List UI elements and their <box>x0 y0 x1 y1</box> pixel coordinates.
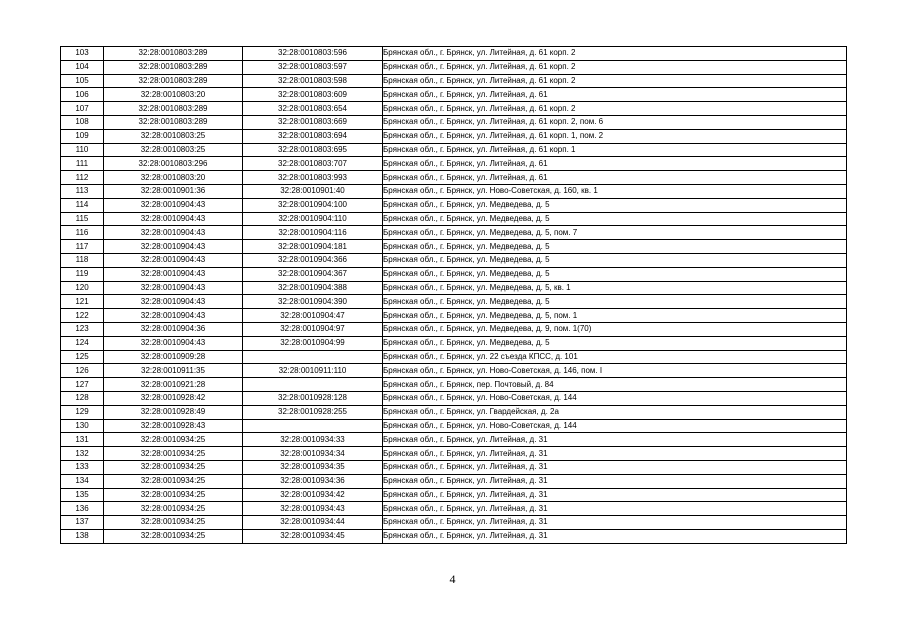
row-number-cell: 103 <box>61 47 104 61</box>
parcel-cadastral-number-cell: 32:28:0010904:43 <box>104 212 243 226</box>
address-cell: Брянская обл., г. Брянск, ул. 22 съезда КПСС, д. 101 <box>383 350 847 364</box>
object-cadastral-number-cell <box>243 378 383 392</box>
table-row <box>61 115 847 129</box>
address-cell: Брянская обл., г. Брянск, ул. Литейная, д. 31 <box>383 488 847 502</box>
object-cadastral-number-cell: 32:28:0010803:694 <box>243 129 383 143</box>
parcel-cadastral-number-cell: 32:28:0010909:28 <box>104 350 243 364</box>
table-row <box>61 488 847 502</box>
row-number-cell: 118 <box>61 253 104 267</box>
table-row <box>61 226 847 240</box>
address-cell: Брянская обл., г. Брянск, ул. Литейная, д. 31 <box>383 502 847 516</box>
object-cadastral-number-cell: 32:28:0010803:993 <box>243 171 383 185</box>
table-row <box>61 322 847 336</box>
address-cell: Брянская обл., г. Брянск, ул. Медведева, д. 5 <box>383 198 847 212</box>
address-cell: Брянская обл., г. Брянск, ул. Литейная, д. 61 <box>383 171 847 185</box>
table-row <box>61 419 847 433</box>
parcel-cadastral-number-cell: 32:28:0010904:43 <box>104 281 243 295</box>
parcel-cadastral-number-cell: 32:28:0010803:20 <box>104 88 243 102</box>
object-cadastral-number-cell: 32:28:0010934:35 <box>243 460 383 474</box>
address-cell: Брянская обл., г. Брянск, ул. Литейная, д. 31 <box>383 529 847 543</box>
address-cell: Брянская обл., г. Брянск, ул. Медведева, д. 5 <box>383 253 847 267</box>
table-row <box>61 391 847 405</box>
row-number-cell: 137 <box>61 516 104 530</box>
row-number-cell: 114 <box>61 198 104 212</box>
object-cadastral-number-cell: 32:28:0010934:34 <box>243 447 383 461</box>
parcel-cadastral-number-cell: 32:28:0010934:25 <box>104 529 243 543</box>
table-row <box>61 309 847 323</box>
parcel-cadastral-number-cell: 32:28:0010803:20 <box>104 171 243 185</box>
table-row <box>61 295 847 309</box>
address-cell: Брянская обл., г. Брянск, ул. Литейная, д. 31 <box>383 516 847 530</box>
table-row <box>61 60 847 74</box>
table-row <box>61 378 847 392</box>
table-row <box>61 198 847 212</box>
parcel-cadastral-number-cell: 32:28:0010928:49 <box>104 405 243 419</box>
address-cell: Брянская обл., г. Брянск, ул. Литейная, д. 61 <box>383 157 847 171</box>
address-cell: Брянская обл., г. Брянск, пер. Почтовый, д. 84 <box>383 378 847 392</box>
object-cadastral-number-cell <box>243 350 383 364</box>
table-row <box>61 516 847 530</box>
address-cell: Брянская обл., г. Брянск, ул. Литейная, д. 61 корп. 2, пом. 6 <box>383 115 847 129</box>
object-cadastral-number-cell: 32:28:0010904:97 <box>243 322 383 336</box>
object-cadastral-number-cell: 32:28:0010803:707 <box>243 157 383 171</box>
registry-table <box>60 46 847 544</box>
row-number-cell: 112 <box>61 171 104 185</box>
object-cadastral-number-cell: 32:28:0010904:99 <box>243 336 383 350</box>
address-cell: Брянская обл., г. Брянск, ул. Литейная, д. 31 <box>383 460 847 474</box>
parcel-cadastral-number-cell: 32:28:0010904:43 <box>104 198 243 212</box>
row-number-cell: 105 <box>61 74 104 88</box>
parcel-cadastral-number-cell: 32:28:0010911:35 <box>104 364 243 378</box>
address-cell: Брянская обл., г. Брянск, ул. Литейная, д. 31 <box>383 433 847 447</box>
object-cadastral-number-cell: 32:28:0010803:669 <box>243 115 383 129</box>
parcel-cadastral-number-cell: 32:28:0010803:289 <box>104 47 243 61</box>
table-row <box>61 171 847 185</box>
object-cadastral-number-cell: 32:28:0010934:45 <box>243 529 383 543</box>
parcel-cadastral-number-cell: 32:28:0010934:25 <box>104 460 243 474</box>
address-cell: Брянская обл., г. Брянск, ул. Медведева, д. 5 <box>383 267 847 281</box>
parcel-cadastral-number-cell: 32:28:0010904:43 <box>104 240 243 254</box>
row-number-cell: 122 <box>61 309 104 323</box>
table-row <box>61 102 847 116</box>
address-cell: Брянская обл., г. Брянск, ул. Медведева, д. 5 <box>383 240 847 254</box>
table-row <box>61 364 847 378</box>
row-number-cell: 104 <box>61 60 104 74</box>
parcel-cadastral-number-cell: 32:28:0010904:43 <box>104 336 243 350</box>
object-cadastral-number-cell: 32:28:0010803:596 <box>243 47 383 61</box>
table-row <box>61 143 847 157</box>
address-cell: Брянская обл., г. Брянск, ул. Литейная, д. 31 <box>383 447 847 461</box>
address-cell: Брянская обл., г. Брянск, ул. Литейная, д. 61 корп. 1 <box>383 143 847 157</box>
object-cadastral-number-cell: 32:28:0010928:255 <box>243 405 383 419</box>
object-cadastral-number-cell: 32:28:0010803:654 <box>243 102 383 116</box>
parcel-cadastral-number-cell: 32:28:0010803:289 <box>104 74 243 88</box>
row-number-cell: 106 <box>61 88 104 102</box>
address-cell: Брянская обл., г. Брянск, ул. Медведева, д. 5, пом. 7 <box>383 226 847 240</box>
object-cadastral-number-cell: 32:28:0010934:42 <box>243 488 383 502</box>
address-cell: Брянская обл., г. Брянск, ул. Гвардейская, д. 2а <box>383 405 847 419</box>
table-row <box>61 529 847 543</box>
table-row <box>61 253 847 267</box>
parcel-cadastral-number-cell: 32:28:0010928:42 <box>104 391 243 405</box>
object-cadastral-number-cell: 32:28:0010904:116 <box>243 226 383 240</box>
row-number-cell: 119 <box>61 267 104 281</box>
object-cadastral-number-cell: 32:28:0010911:110 <box>243 364 383 378</box>
row-number-cell: 116 <box>61 226 104 240</box>
object-cadastral-number-cell: 32:28:0010904:181 <box>243 240 383 254</box>
parcel-cadastral-number-cell: 32:28:0010904:43 <box>104 253 243 267</box>
parcel-cadastral-number-cell: 32:28:0010803:25 <box>104 143 243 157</box>
row-number-cell: 111 <box>61 157 104 171</box>
parcel-cadastral-number-cell: 32:28:0010904:43 <box>104 295 243 309</box>
row-number-cell: 138 <box>61 529 104 543</box>
address-cell: Брянская обл., г. Брянск, ул. Литейная, д. 61 корп. 2 <box>383 60 847 74</box>
object-cadastral-number-cell: 32:28:0010803:598 <box>243 74 383 88</box>
row-number-cell: 124 <box>61 336 104 350</box>
table-row <box>61 212 847 226</box>
registry-table-body <box>61 47 847 544</box>
table-row <box>61 350 847 364</box>
table-row <box>61 129 847 143</box>
table-row <box>61 405 847 419</box>
address-cell: Брянская обл., г. Брянск, ул. Медведева, д. 5 <box>383 212 847 226</box>
object-cadastral-number-cell: 32:28:0010934:36 <box>243 474 383 488</box>
parcel-cadastral-number-cell: 32:28:0010934:25 <box>104 433 243 447</box>
address-cell: Брянская обл., г. Брянск, ул. Медведева, д. 5, пом. 1 <box>383 309 847 323</box>
object-cadastral-number-cell: 32:28:0010904:47 <box>243 309 383 323</box>
object-cadastral-number-cell: 32:28:0010904:390 <box>243 295 383 309</box>
row-number-cell: 131 <box>61 433 104 447</box>
parcel-cadastral-number-cell: 32:28:0010928:43 <box>104 419 243 433</box>
row-number-cell: 128 <box>61 391 104 405</box>
table-row <box>61 240 847 254</box>
row-number-cell: 110 <box>61 143 104 157</box>
parcel-cadastral-number-cell: 32:28:0010934:25 <box>104 447 243 461</box>
table-row <box>61 74 847 88</box>
address-cell: Брянская обл., г. Брянск, ул. Медведева, д. 5, кв. 1 <box>383 281 847 295</box>
row-number-cell: 135 <box>61 488 104 502</box>
object-cadastral-number-cell: 32:28:0010904:366 <box>243 253 383 267</box>
address-cell: Брянская обл., г. Брянск, ул. Литейная, д. 61 корп. 2 <box>383 47 847 61</box>
parcel-cadastral-number-cell: 32:28:0010934:25 <box>104 516 243 530</box>
table-row <box>61 460 847 474</box>
row-number-cell: 130 <box>61 419 104 433</box>
row-number-cell: 134 <box>61 474 104 488</box>
row-number-cell: 109 <box>61 129 104 143</box>
object-cadastral-number-cell: 32:28:0010904:367 <box>243 267 383 281</box>
row-number-cell: 133 <box>61 460 104 474</box>
table-row <box>61 502 847 516</box>
row-number-cell: 126 <box>61 364 104 378</box>
table-row <box>61 447 847 461</box>
object-cadastral-number-cell: 32:28:0010904:100 <box>243 198 383 212</box>
table-row <box>61 474 847 488</box>
table-row <box>61 336 847 350</box>
address-cell: Брянская обл., г. Брянск, ул. Литейная, д. 61 корп. 1, пом. 2 <box>383 129 847 143</box>
parcel-cadastral-number-cell: 32:28:0010803:289 <box>104 60 243 74</box>
parcel-cadastral-number-cell: 32:28:0010934:25 <box>104 488 243 502</box>
object-cadastral-number-cell: 32:28:0010934:43 <box>243 502 383 516</box>
parcel-cadastral-number-cell: 32:28:0010904:36 <box>104 322 243 336</box>
address-cell: Брянская обл., г. Брянск, ул. Ново-Советская, д. 144 <box>383 391 847 405</box>
object-cadastral-number-cell: 32:28:0010904:110 <box>243 212 383 226</box>
table-row <box>61 281 847 295</box>
address-cell: Брянская обл., г. Брянск, ул. Литейная, д. 61 <box>383 88 847 102</box>
row-number-cell: 115 <box>61 212 104 226</box>
page-number: 4 <box>449 572 456 586</box>
parcel-cadastral-number-cell: 32:28:0010904:43 <box>104 267 243 281</box>
parcel-cadastral-number-cell: 32:28:0010904:43 <box>104 309 243 323</box>
parcel-cadastral-number-cell: 32:28:0010934:25 <box>104 474 243 488</box>
object-cadastral-number-cell: 32:28:0010928:128 <box>243 391 383 405</box>
table-row <box>61 184 847 198</box>
table-row <box>61 433 847 447</box>
object-cadastral-number-cell: 32:28:0010803:597 <box>243 60 383 74</box>
address-cell: Брянская обл., г. Брянск, ул. Литейная, д. 61 корп. 2 <box>383 102 847 116</box>
row-number-cell: 120 <box>61 281 104 295</box>
row-number-cell: 129 <box>61 405 104 419</box>
address-cell: Брянская обл., г. Брянск, ул. Литейная, д. 31 <box>383 474 847 488</box>
address-cell: Брянская обл., г. Брянск, ул. Литейная, д. 61 корп. 2 <box>383 74 847 88</box>
table-row <box>61 47 847 61</box>
row-number-cell: 125 <box>61 350 104 364</box>
row-number-cell: 117 <box>61 240 104 254</box>
table-row <box>61 157 847 171</box>
parcel-cadastral-number-cell: 32:28:0010803:25 <box>104 129 243 143</box>
address-cell: Брянская обл., г. Брянск, ул. Медведева, д. 5 <box>383 336 847 350</box>
row-number-cell: 123 <box>61 322 104 336</box>
table-row <box>61 267 847 281</box>
address-cell: Брянская обл., г. Брянск, ул. Ново-Советская, д. 146, пом. I <box>383 364 847 378</box>
row-number-cell: 127 <box>61 378 104 392</box>
row-number-cell: 136 <box>61 502 104 516</box>
object-cadastral-number-cell: 32:28:0010934:33 <box>243 433 383 447</box>
row-number-cell: 121 <box>61 295 104 309</box>
object-cadastral-number-cell: 32:28:0010904:388 <box>243 281 383 295</box>
parcel-cadastral-number-cell: 32:28:0010803:289 <box>104 102 243 116</box>
parcel-cadastral-number-cell: 32:28:0010934:25 <box>104 502 243 516</box>
parcel-cadastral-number-cell: 32:28:0010921:28 <box>104 378 243 392</box>
row-number-cell: 132 <box>61 447 104 461</box>
object-cadastral-number-cell: 32:28:0010934:44 <box>243 516 383 530</box>
address-cell: Брянская обл., г. Брянск, ул. Медведева, д. 9, пом. 1(70) <box>383 322 847 336</box>
object-cadastral-number-cell: 32:28:0010803:695 <box>243 143 383 157</box>
object-cadastral-number-cell: 32:28:0010901:40 <box>243 184 383 198</box>
address-cell: Брянская обл., г. Брянск, ул. Ново-Советская, д. 160, кв. 1 <box>383 184 847 198</box>
object-cadastral-number-cell: 32:28:0010803:609 <box>243 88 383 102</box>
address-cell: Брянская обл., г. Брянск, ул. Медведева, д. 5 <box>383 295 847 309</box>
parcel-cadastral-number-cell: 32:28:0010904:43 <box>104 226 243 240</box>
parcel-cadastral-number-cell: 32:28:0010803:296 <box>104 157 243 171</box>
row-number-cell: 107 <box>61 102 104 116</box>
row-number-cell: 108 <box>61 115 104 129</box>
parcel-cadastral-number-cell: 32:28:0010803:289 <box>104 115 243 129</box>
parcel-cadastral-number-cell: 32:28:0010901:36 <box>104 184 243 198</box>
row-number-cell: 113 <box>61 184 104 198</box>
address-cell: Брянская обл., г. Брянск, ул. Ново-Советская, д. 144 <box>383 419 847 433</box>
table-row <box>61 88 847 102</box>
object-cadastral-number-cell <box>243 419 383 433</box>
